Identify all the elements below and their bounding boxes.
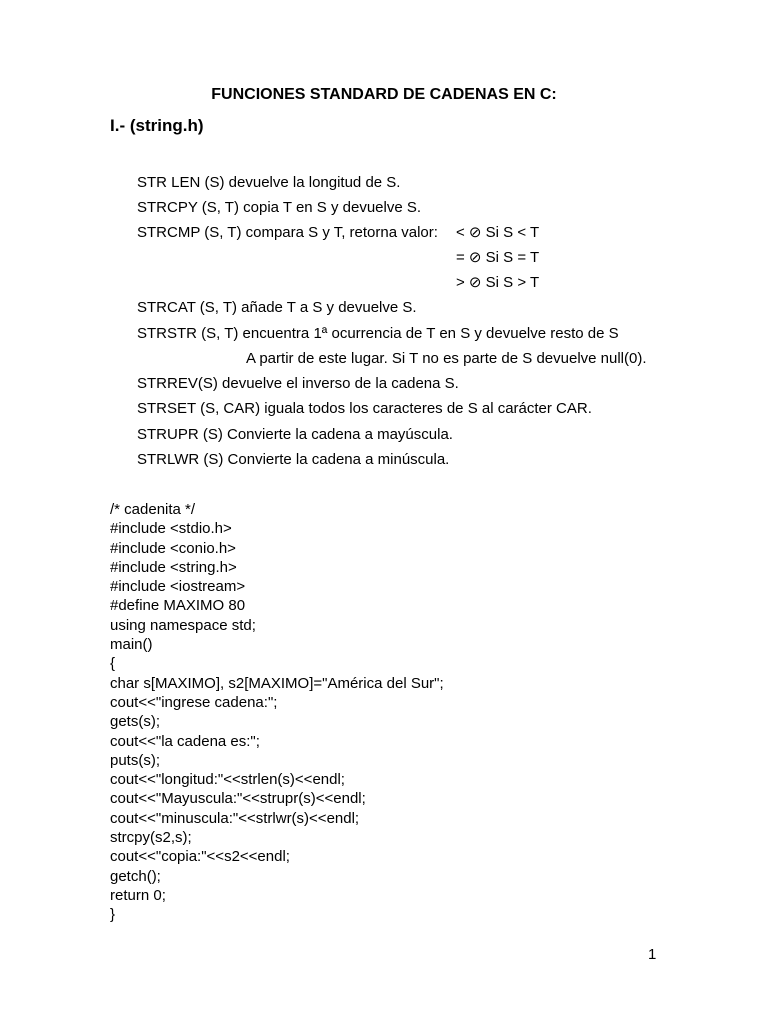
function-strlwr: STRLWR (S) Convierte la cadena a minúscula. bbox=[137, 451, 450, 468]
code-line: getch(); bbox=[110, 867, 161, 885]
function-strlen: STR LEN (S) devuelve la longitud de S. bbox=[137, 174, 401, 191]
strcmp-case-equal: = ⊘ Si S = T bbox=[456, 249, 540, 266]
code-line: cout<<"longitud:"<<strlen(s)<<endl; bbox=[110, 771, 345, 789]
code-line: { bbox=[110, 655, 116, 673]
code-line: cout<<"la cadena es:"; bbox=[110, 732, 260, 750]
code-line: gets(s); bbox=[110, 713, 161, 731]
code-line: #define MAXIMO 80 bbox=[110, 597, 246, 615]
code-line: char s[MAXIMO], s2[MAXIMO]="América del Sur"; bbox=[110, 674, 444, 692]
function-strcpy: STRCPY (S, T) copia T en S y devuelve S. bbox=[137, 199, 422, 216]
code-line: strcpy(s2,s); bbox=[110, 829, 192, 847]
strcmp-case-less: < ⊘ Si S < T bbox=[456, 224, 540, 241]
code-line: cout<<"Mayuscula:"<<strupr(s)<<endl; bbox=[110, 790, 366, 808]
function-strupr: STRUPR (S) Convierte la cadena a mayúscula. bbox=[137, 426, 453, 443]
function-strstr: STRSTR (S, T) encuentra 1ª ocurrencia de T en S y devuelve resto de S bbox=[137, 325, 619, 342]
function-strcat: STRCAT (S, T) añade T a S y devuelve S. bbox=[137, 299, 417, 316]
page-title: FUNCIONES STANDARD DE CADENAS EN C: bbox=[211, 86, 557, 103]
code-line: #include <conio.h> bbox=[110, 539, 236, 557]
code-line: puts(s); bbox=[110, 751, 161, 769]
code-line: main() bbox=[110, 636, 153, 654]
strcmp-case-greater: > ⊘ Si S > T bbox=[456, 274, 540, 291]
code-line: #include <iostream> bbox=[110, 578, 246, 596]
code-line: using namespace std; bbox=[110, 616, 256, 634]
code-line: #include <stdio.h> bbox=[110, 520, 232, 538]
code-line: #include <string.h> bbox=[110, 558, 237, 576]
function-strstr-continuation: A partir de este lugar. Si T no es parte de S devuelve null(0). bbox=[246, 350, 647, 367]
code-line: cout<<"ingrese cadena:"; bbox=[110, 693, 278, 711]
code-line: cout<<"copia:"<<s2<<endl; bbox=[110, 848, 290, 866]
function-strset: STRSET (S, CAR) iguala todos los caracteres de S al carácter CAR. bbox=[137, 400, 592, 417]
code-line: /* cadenita */ bbox=[110, 501, 196, 518]
code-line: return 0; bbox=[110, 886, 166, 904]
code-line: } bbox=[110, 906, 116, 924]
page-number: 1 bbox=[648, 946, 657, 963]
section-heading: I.- (string.h) bbox=[110, 116, 204, 135]
code-line: cout<<"minuscula:"<<strlwr(s)<<endl; bbox=[110, 809, 360, 827]
code-listing bbox=[110, 500, 444, 925]
function-strcmp: STRCMP (S, T) compara S y T, retorna valor: bbox=[137, 224, 438, 241]
function-strrev: STRREV(S) devuelve el inverso de la cadena S. bbox=[137, 375, 459, 392]
